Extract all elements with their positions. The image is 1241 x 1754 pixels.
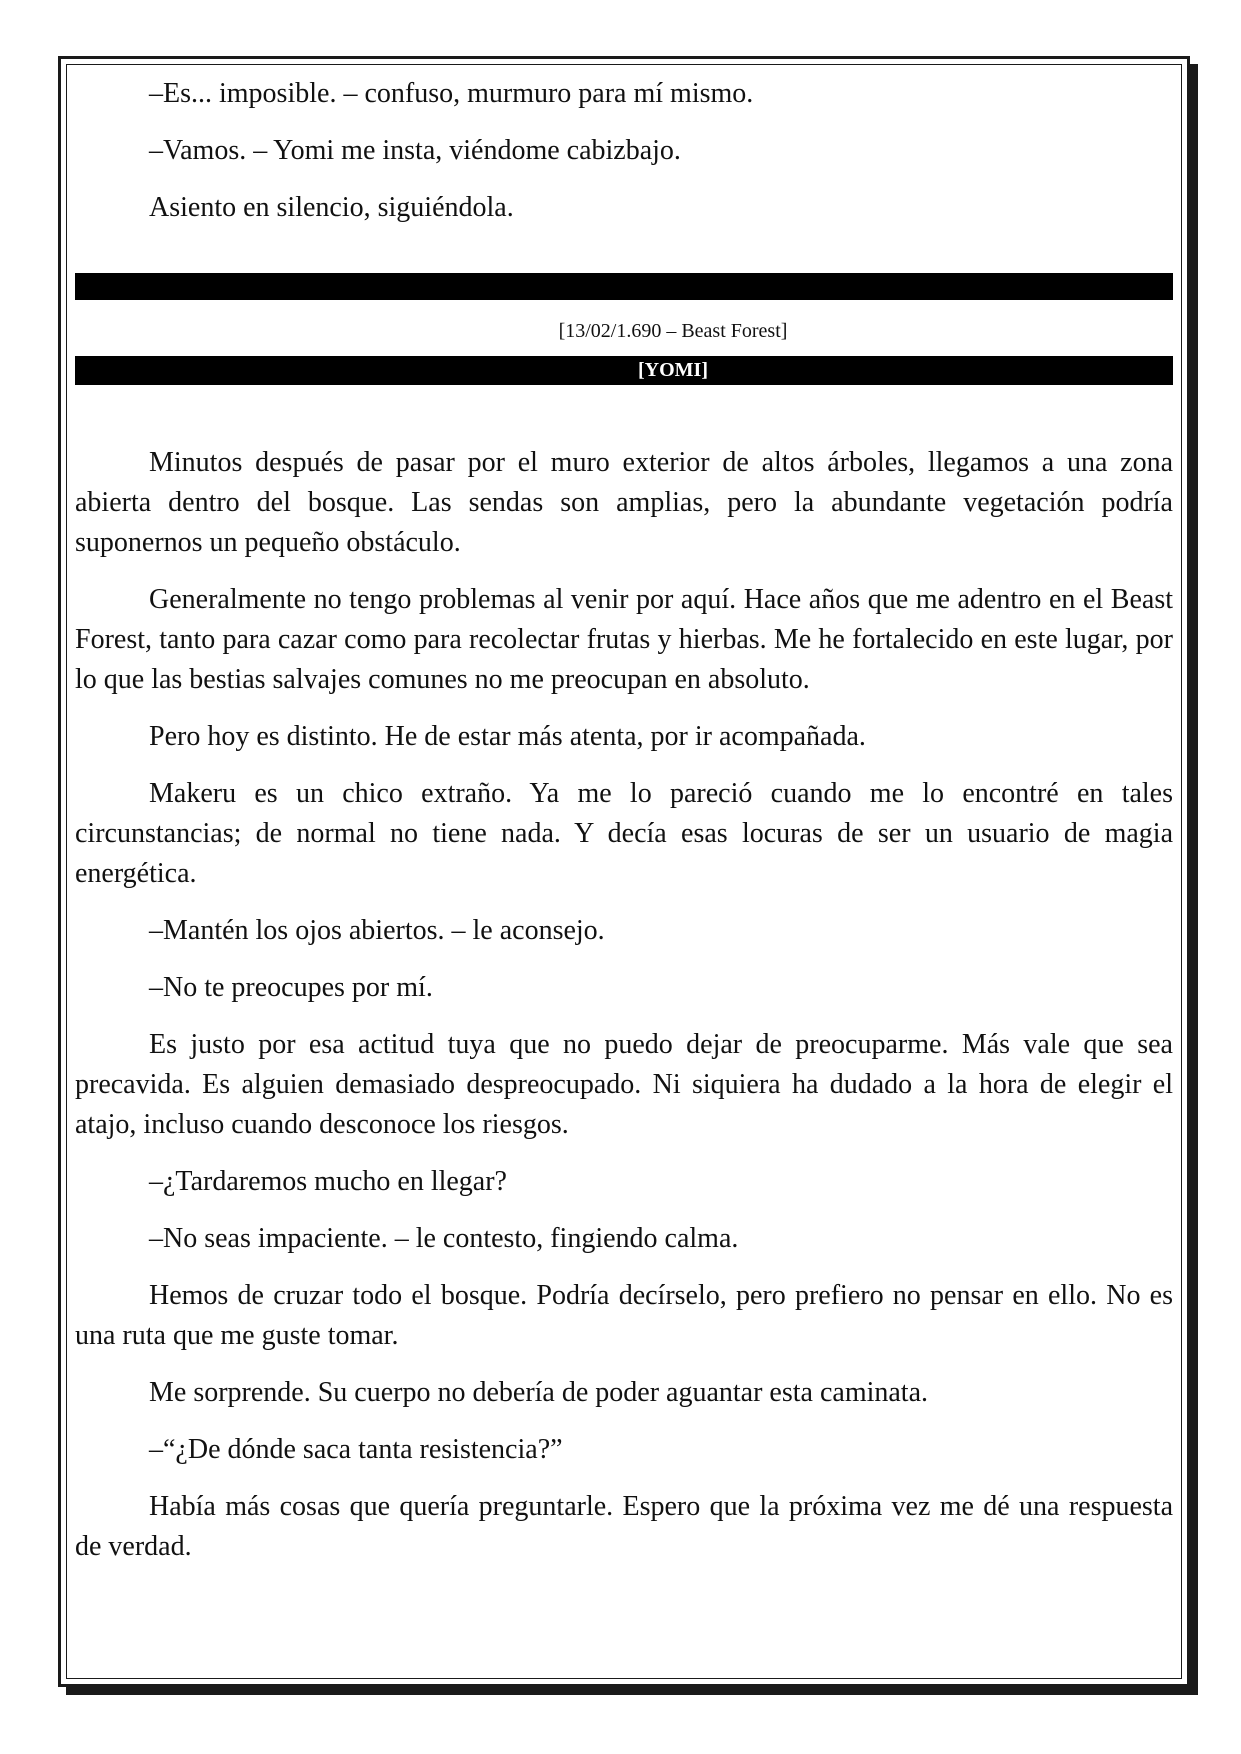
body-paragraph: Makeru es un chico extraño. Ya me lo pareció cuando me lo encontré en tales circunstancias; de normal no tiene nada. Y decía esas locuras de ser un usuario de magia energética. [75, 778, 1173, 889]
intro-section [75, 73, 1173, 228]
body-paragraph: –Mantén los ojos abiertos. – le aconsejo. [149, 915, 605, 946]
pov-bar [75, 356, 1173, 385]
body-paragraph: Es justo por esa actitud tuya que no puedo dejar de preocuparme. Más vale que sea precavida. Es alguien demasiado despreocupado. Ni siquiera ha dudado a la hora de elegir el atajo, incluso cuando desconoce los riesgos. [75, 1029, 1173, 1140]
intro-paragraph: –Es... imposible. – confuso, murmuro para mí mismo. [149, 78, 754, 109]
body-paragraph: Minutos después de pasar por el muro exterior de altos árboles, llegamos a una zona abierta dentro del bosque. Las sendas son amplias, pero la abundante vegetación podría suponernos un pequeño obstáculo. [75, 447, 1173, 558]
body-paragraph: Pero hoy es distinto. He de estar más atenta, por ir acompañada. [149, 721, 866, 752]
body-paragraph: –No te preocupes por mí. [149, 972, 433, 1003]
scene-divider-bar [75, 273, 1173, 300]
body-paragraph: –“¿De dónde saca tanta resistencia?” [149, 1434, 563, 1465]
body-paragraph: Hemos de cruzar todo el bosque. Podría decírselo, pero prefiero no pensar en ello. No es una ruta que me guste tomar. [75, 1280, 1173, 1351]
chapter-body [75, 443, 1173, 1567]
intro-paragraph: Asiento en silencio, siguiéndola. [149, 192, 514, 223]
body-paragraph: Había más cosas que quería preguntarle. Espero que la próxima vez me dé una respuesta de verdad. [75, 1491, 1173, 1562]
pov-label: [YOMI] [638, 359, 708, 381]
page-frame [58, 56, 1190, 1687]
body-paragraph: –¿Tardaremos mucho en llegar? [149, 1166, 507, 1197]
page-content [75, 73, 1173, 1584]
body-paragraph: Me sorprende. Su cuerpo no debería de poder aguantar esta caminata. [149, 1377, 929, 1408]
body-paragraph: Generalmente no tengo problemas al venir por aquí. Hace años que me adentro en el Beast Forest, tanto para cazar como para recolectar frutas y hierbas. Me he fortalecido en este lugar, por lo que las bestias salvajes comunes no me preocupan en absoluto. [75, 584, 1173, 695]
intro-paragraph: –Vamos. – Yomi me insta, viéndome cabizbajo. [149, 135, 681, 166]
scene-date-location: [13/02/1.690 – Beast Forest] [558, 320, 788, 342]
body-paragraph: –No seas impaciente. – le contesto, fingiendo calma. [149, 1223, 739, 1254]
